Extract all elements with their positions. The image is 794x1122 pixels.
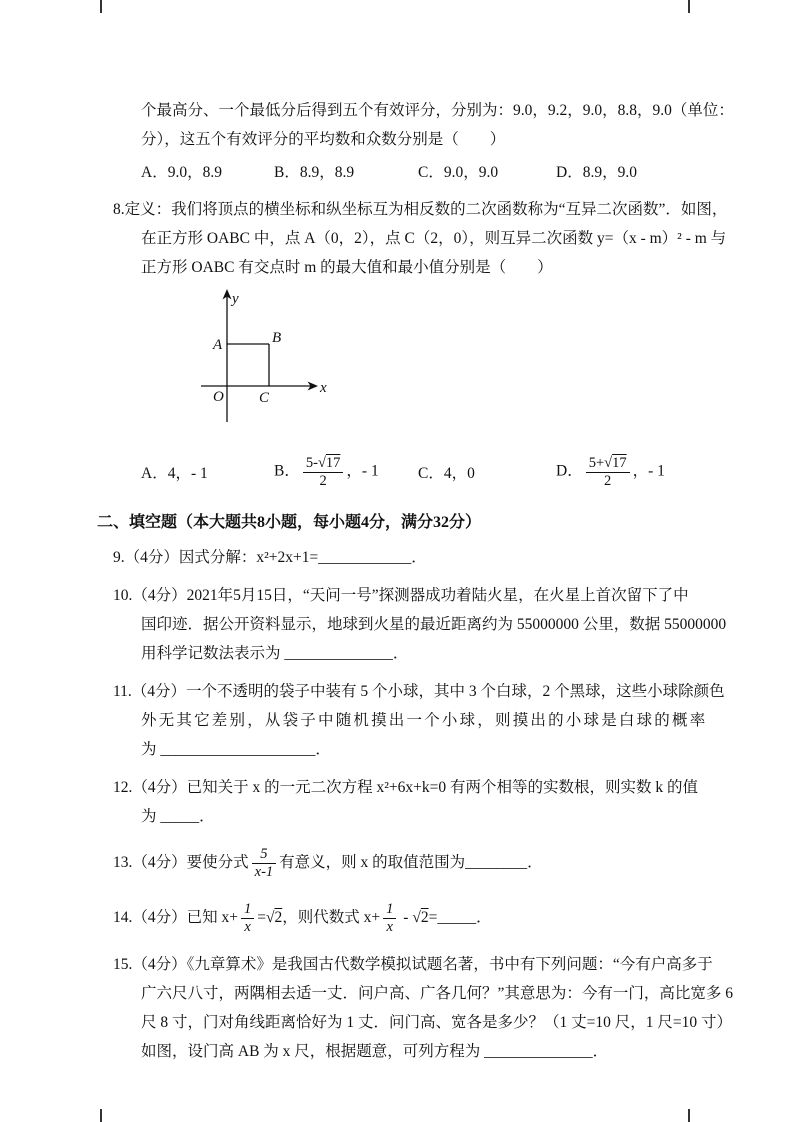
origin-label: O: [213, 389, 224, 405]
option-prefix: D．: [556, 462, 583, 480]
question-text-line: [113, 840, 689, 886]
radicand: 17: [612, 454, 627, 471]
question-text-line: 12.（4分）已知关于 x 的一元二次方程 x²+6x+k=0 有两个相等的实数根，则实数 k 的值: [113, 779, 698, 796]
question-text-line: 8.定义：我们将顶点的横坐标和纵坐标互为相反数的二次函数称为“互异二次函数”．如图，: [113, 201, 728, 218]
question-15: [113, 950, 734, 1066]
fraction-numerator: [586, 455, 630, 473]
numerator-text: 5+: [588, 454, 605, 471]
equals-sign: =: [428, 909, 438, 926]
sqrt-sign: √: [604, 454, 613, 471]
question-text-line: 国印迹．据公开资料显示，地球到火星的最近距离约为 55000000 公里，数据 55000000: [141, 616, 727, 633]
option-prefix: B．: [274, 462, 300, 480]
question-text: 13.（4分）要使分式: [113, 854, 249, 871]
point-a-label: A: [213, 337, 223, 353]
question-9: [113, 543, 689, 572]
question-text-line: 分），这五个有效评分的平均数和众数分别是（ ）: [141, 131, 506, 148]
minus-sign: -: [399, 909, 413, 926]
page-content: [97, 96, 734, 1075]
fraction-denominator: 2: [319, 472, 327, 489]
fraction: [252, 846, 277, 880]
numerator-text: 5-: [305, 454, 318, 471]
sqrt-sign: √: [266, 909, 275, 926]
question-8: [113, 195, 728, 497]
question-text-line: 尺 8 寸，门对角线距离恰好为 1 丈．问门高、宽各是多少？（1 丈=10 尺，1 尺=10 寸）: [141, 1014, 732, 1031]
question-14: [113, 895, 689, 941]
crop-mark: [688, 0, 690, 13]
question-text-line: 为 _____．: [141, 808, 215, 825]
question-7: [113, 96, 734, 186]
question-text-line: 用科学记数法表示为 ______________．: [141, 645, 409, 662]
options-row: [141, 447, 689, 497]
radicand: 17: [325, 454, 341, 471]
fraction-denominator: x: [244, 918, 251, 935]
question-text-line: 广六尺八寸，两隅相去适一丈．问户高、广各几何？”其意思为：今有一门，高比宽多 6: [141, 985, 734, 1002]
option-suffix: ，- 1: [632, 462, 665, 480]
option-a: A．4，- 1: [141, 465, 208, 482]
option-c: C．9.0，9.0: [418, 164, 499, 181]
option-a: A．9.0，8.9: [141, 164, 222, 181]
fraction: [383, 901, 396, 935]
equals-sign: =: [257, 909, 266, 926]
fraction-numerator: 5: [252, 846, 277, 864]
question-text-line: [113, 895, 689, 941]
option-d: [556, 455, 689, 489]
question-11: [113, 677, 725, 764]
question-text-line: 在正方形 OABC 中，点 A（0，2），点 C（2，0），则互异二次函数 y=（x - m）² - m 与: [141, 230, 727, 247]
question-13: [113, 840, 689, 886]
question-text-line: 11.（4分）一个不透明的袋子中装有 5 个小球，其中 3 个白球，2 个黑球，这些小球除颜色: [113, 683, 725, 700]
sqrt-sign: √: [412, 909, 421, 926]
question-text-line: 外无其它差别，从袋子中随机摸出一个小球，则摸出的小球是白球的概率: [141, 712, 708, 729]
answer-blank: _____．: [437, 909, 492, 926]
question-10: [113, 581, 727, 668]
radicand: 2: [420, 909, 429, 926]
fraction: [303, 455, 344, 489]
question-12: [113, 773, 698, 831]
fraction-numerator: [303, 455, 344, 473]
crop-mark: [100, 0, 102, 13]
option-d: D．8.9，9.0: [556, 164, 637, 181]
question-text-line: 15.（4分）《九章算术》是我国古代数学模拟试题名著，书中有下列问题：“今有户高多于: [113, 956, 713, 973]
section-title: 二、填空题（本大题共8小题，每小题4分，满分32分）: [97, 514, 482, 531]
coordinate-plane-figure: [177, 286, 339, 432]
question-text-line: 正方形 OABC 有交点时 m 的最大值和最小值分别是（ ）: [141, 259, 553, 276]
fraction-numerator: 1: [241, 901, 254, 919]
question-text: 14.（4分）已知 x+: [113, 909, 238, 926]
fraction-denominator: 2: [604, 472, 612, 489]
fraction: [241, 901, 254, 935]
q8-figure: [177, 286, 689, 437]
point-b-label: B: [272, 330, 282, 346]
option-b: B．8.9，8.9: [274, 164, 355, 181]
question-text-line: 为 ____________________．: [141, 741, 331, 758]
x-axis-label: x: [320, 380, 327, 396]
question-text-line: 10.（4分）2021年5月15日，“天问一号”探测器成功着陆火星，在火星上首次留下了中: [113, 587, 689, 604]
radicand: 2: [274, 909, 283, 926]
fraction-denominator: x: [386, 918, 393, 935]
crop-mark: [688, 1109, 690, 1122]
question-text-line: 如图，设门高 AB 为 x 尺，根据题意，可列方程为 ______________．: [141, 1043, 609, 1060]
question-text-line: 个最高分、一个最低分后得到五个有效评分，分别为：9.0，9.2，9.0，8.8，9.0（单位：: [141, 102, 734, 119]
fraction-numerator: 1: [383, 901, 396, 919]
crop-mark: [100, 1109, 102, 1122]
option-c: C．4，0: [418, 465, 475, 482]
question-text: 有意义，则 x 的取值范围为________．: [279, 854, 543, 871]
option-b: [274, 455, 418, 489]
y-axis-label: y: [232, 291, 239, 307]
fraction: [586, 455, 630, 489]
point-c-label: C: [259, 390, 270, 406]
options-row: [141, 159, 689, 186]
question-text: ，则代数式 x+: [282, 909, 381, 926]
fraction-denominator: x-1: [254, 863, 274, 880]
option-suffix: ，- 1: [346, 462, 379, 480]
question-text-line: 9.（4分）因式分解：x²+2x+1=____________．: [113, 549, 427, 566]
sqrt-sign: √: [317, 454, 326, 471]
